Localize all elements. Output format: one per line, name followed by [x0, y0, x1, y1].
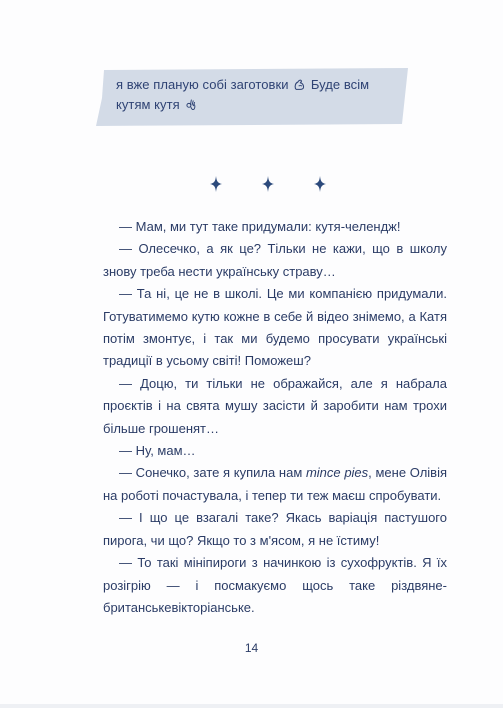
- chat-message-text-3: кутям кутя: [116, 97, 180, 112]
- italic-phrase: mince pies: [305, 465, 369, 481]
- paragraph: — Мам, ми тут таке придумали: кутя-челендж!: [119, 219, 401, 234]
- story-text: [103, 216, 447, 619]
- chat-bubble: [96, 68, 410, 126]
- chat-message: [116, 75, 404, 115]
- page-number: 14: [244, 641, 259, 655]
- paragraph: — Та ні, це не в школі. Це ми компанією придумали. Готуватимемо кутю кожне в себе й відео знімемо, а Катя потім змонтує, і так ми будемо просувати українські традиції в усьому світі! Поможеш?: [103, 286, 447, 369]
- paragraph: — Ну, мам…: [119, 443, 196, 459]
- paragraph-text: — Сонечко, зате я купила нам: [119, 465, 306, 481]
- section-divider: [0, 176, 503, 196]
- page-edge: [0, 704, 503, 708]
- paragraph: — Доцю, ти тільки не ображайся, але я набрала проєктів і на свята мушу засісти й заробити нам трохи більше грошенят…: [103, 375, 447, 436]
- chat-message-text-2: Буде всім: [310, 77, 370, 92]
- paragraph-text: , мене Олівія на роботі почастувала, і тепер ти теж маєш спробувати.: [103, 465, 448, 503]
- paragraph: — Олесечко, а як це? Тільки не кажи, що в школу знову треба нести українську страву…: [103, 241, 447, 279]
- ok-hand-icon: [184, 98, 197, 111]
- sparkle-icon: [210, 176, 222, 192]
- paragraph: — То такі мініпироги з начинкою із сухофруктів. Я їх розігрію — і посмакуємо щось таке різдвяне-британськевікторіанське.: [103, 555, 447, 615]
- flexed-biceps-icon: [293, 78, 306, 91]
- chat-message-text-1: я вже планую собі заготовки: [116, 77, 289, 92]
- sparkle-icon: [262, 176, 274, 192]
- paragraph: — І що це взагалі таке? Якась варіація пастушого пирога, чи що? Якщо то з м'ясом, я не їстиму!: [103, 510, 447, 548]
- paragraph: [103, 462, 447, 507]
- sparkle-icon: [314, 176, 326, 192]
